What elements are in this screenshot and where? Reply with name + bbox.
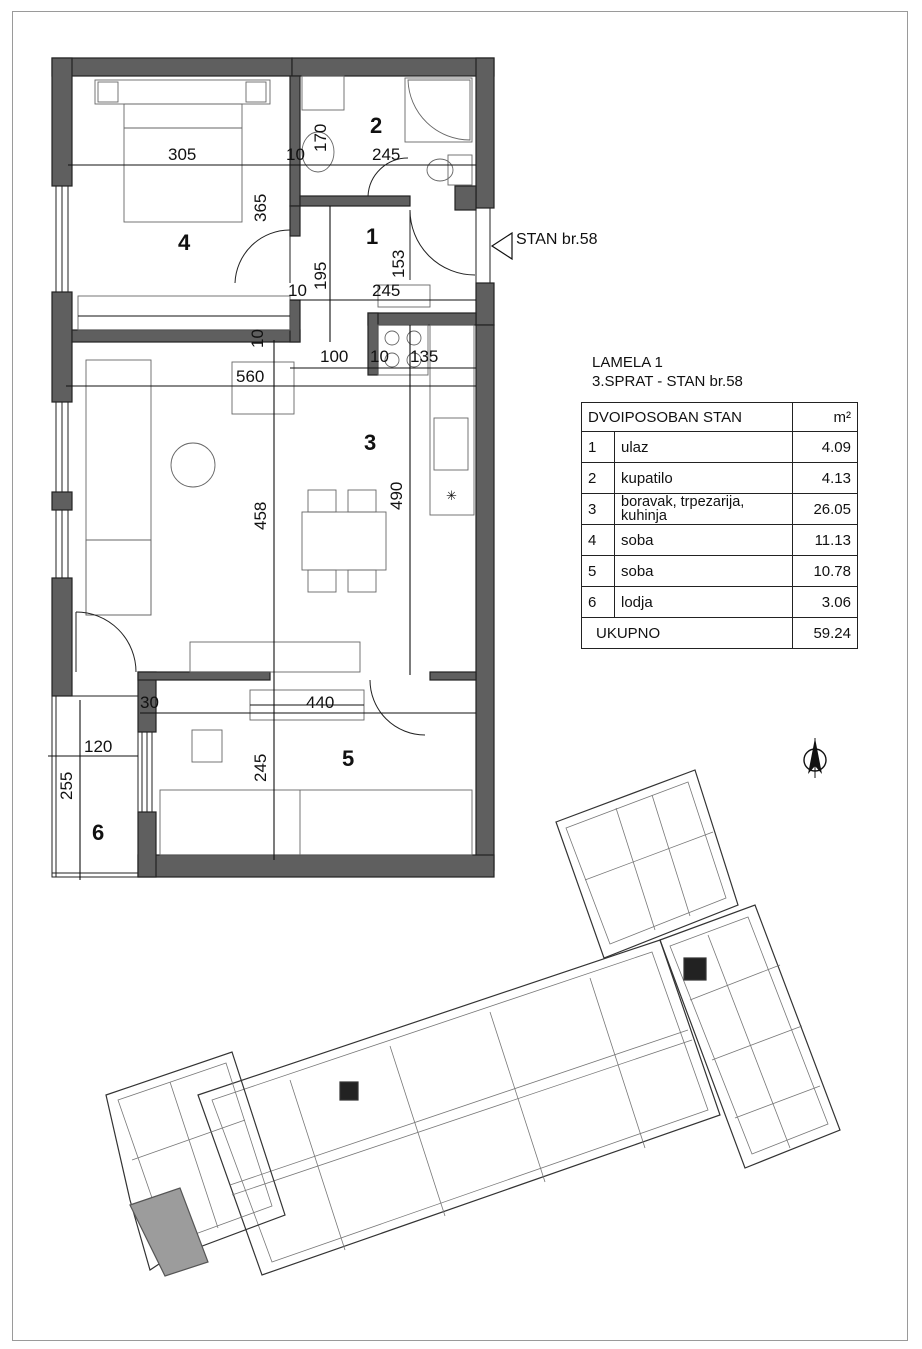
- windows: [56, 186, 490, 812]
- dim-10c: 10: [248, 329, 267, 348]
- room-number-6: 6: [92, 820, 105, 845]
- dim-245a: 245: [372, 145, 401, 164]
- room-number-5: 5: [342, 746, 355, 771]
- table-unit: m²: [793, 403, 858, 432]
- dim-458: 458: [251, 501, 270, 530]
- dim-153: 153: [389, 249, 408, 278]
- north-arrow-icon: [804, 738, 826, 778]
- svg-text:✳: ✳: [446, 488, 457, 503]
- table-row: 4 soba 11.13: [582, 525, 858, 556]
- outer-walls: [52, 58, 494, 877]
- area-table: [581, 402, 858, 649]
- dim-305: 305: [168, 145, 197, 164]
- dim-365: 365: [251, 193, 270, 222]
- caption-lamela: LAMELA 1: [592, 354, 663, 371]
- dim-195: 195: [311, 261, 330, 290]
- key-plan: [106, 770, 840, 1276]
- caption-floor: 3.SPRAT - STAN br.58: [592, 373, 743, 390]
- dim-245b: 245: [372, 281, 401, 300]
- dim-120: 120: [84, 737, 113, 756]
- dim-440: 440: [306, 693, 335, 712]
- room5-furniture: [160, 690, 472, 855]
- table-row: 3 boravak, trpezarija, kuhinja 26.05: [582, 494, 858, 525]
- dim-490: 490: [387, 481, 406, 510]
- room-number-3: 3: [364, 430, 377, 455]
- dim-10b: 10: [288, 281, 307, 300]
- table-total-row: [582, 618, 858, 649]
- table-row: 2 kupatilo 4.13: [582, 463, 858, 494]
- dim-30: 30: [140, 693, 159, 712]
- dim-170: 170: [311, 123, 330, 152]
- dim-10a: 10: [286, 145, 305, 164]
- table-row: 5 soba 10.78: [582, 556, 858, 587]
- dim-10d: 10: [370, 347, 389, 366]
- total-value: 59.24: [793, 618, 858, 649]
- dim-100: 100: [320, 347, 349, 366]
- room-number-4: 4: [178, 230, 191, 255]
- total-label: UKUPNO: [582, 618, 793, 649]
- dim-135: 135: [410, 347, 439, 366]
- room-number-1: 1: [366, 224, 379, 249]
- entry-arrow-icon: [492, 233, 512, 259]
- table-row: 6 lodja 3.06: [582, 587, 858, 618]
- table-title: DVOIPOSOBAN STAN: [582, 403, 793, 432]
- table-row: 1 ulaz 4.09: [582, 432, 858, 463]
- dim-560: 560: [236, 367, 265, 386]
- dim-255: 255: [57, 771, 76, 800]
- apartment-entry-label: STAN br.58: [516, 231, 598, 248]
- room-number-2: 2: [370, 113, 383, 138]
- dim-245c: 245: [251, 753, 270, 782]
